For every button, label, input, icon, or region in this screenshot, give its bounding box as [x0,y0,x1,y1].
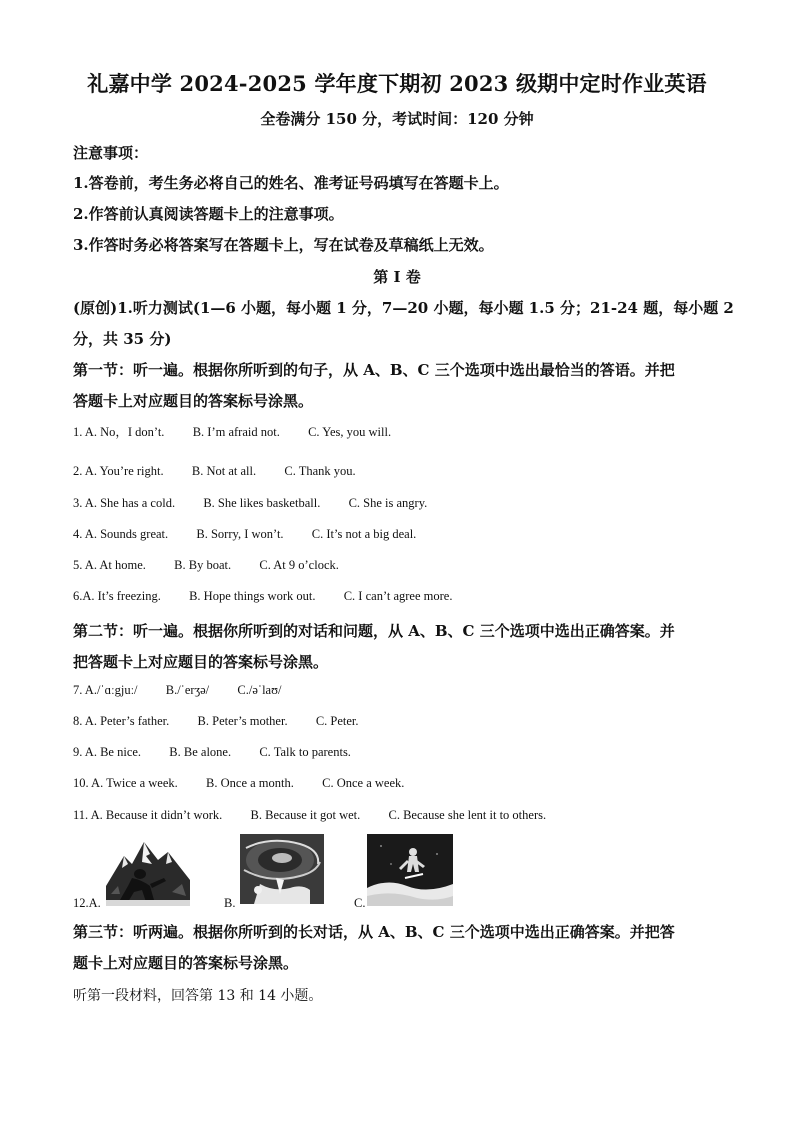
option-c: C. Once a week. [322,776,405,790]
question-row [73,776,404,791]
option-b: B. Sorry, I won’t. [196,527,284,541]
question-row [73,683,281,698]
section1-instructions-cont: 答题卡上对应题目的答案标号涂黑。 [73,392,314,410]
option-b: B. I’m afraid not. [192,425,280,439]
option-a: 5. A. At home. [73,558,146,572]
section2-instructions-cont: 把答题卡上对应题目的答案标号涂黑。 [73,653,329,671]
question-row [73,745,351,760]
material-note: 听第一段材料，回答第 13 和 14 小题。 [73,988,323,1004]
note-item: 2.作答前认真阅读答题卡上的注意事项。 [73,205,344,223]
climber-image [106,834,190,906]
option-b: B./ˈerʒə/ [165,683,210,697]
question-row [73,464,356,479]
notes-heading: 注意事项： [73,144,149,162]
option-c: C. At 9 o’clock. [259,558,339,572]
listening-intro-cont: 分，共 35 分) [73,330,172,348]
option-a: 2. A. You’re right. [73,464,164,478]
question-row [73,558,339,573]
option-b: B. Peter’s mother. [197,714,288,728]
option-a: 11. A. Because it didn’t work. [73,808,223,822]
section1-instructions: 第一节：听一遍。根据你所听到的句子，从 A、B、C 三个选项中选出最恰当的答语。并把 [73,361,675,379]
question-row [73,496,427,511]
q12-label-c: C. [354,896,366,910]
skier-image [367,834,453,906]
option-c: C. Talk to parents. [259,745,351,759]
note-item: 3.作答时务必将答案写在答题卡上，写在试卷及草稿纸上无效。 [73,236,494,254]
listening-intro: (原创)1.听力测试(1—6 小题，每小题 1 分，7—20 小题，每小题 1.5 分；21-24 题，每小题 2 [73,299,734,317]
q12-label-b: B. [224,896,236,910]
question-row [73,422,391,440]
q12-label-a: 12.A. [73,896,101,910]
option-b: B. Because it got wet. [250,808,361,822]
option-a: 6.A. It’s freezing. [73,589,161,603]
question-row [73,714,359,729]
option-a: 3. A. She has a cold. [73,496,176,510]
option-c: C. She is angry. [348,496,428,510]
option-c: C./əˈlaʊ/ [237,683,282,697]
option-a: 9. A. Be nice. [73,745,142,759]
option-b: B. Not at all. [191,464,257,478]
option-c: C. Yes, you will. [308,425,392,439]
option-c: C. Because she lent it to others. [388,808,547,822]
option-c: C. Thank you. [284,464,356,478]
option-b: B. Once a month. [206,776,294,790]
option-a: 8. A. Peter’s father. [73,714,170,728]
section2-instructions: 第二节：听一遍。根据你所听到的对话和问题，从 A、B、C 三个选项中选出正确答案。并 [73,622,675,640]
question-row [73,808,546,823]
note-item: 1.答卷前，考生务必将自己的姓名、准考证号码填写在答题卡上。 [73,174,509,192]
section3-instructions: 第三节：听两遍。根据你所听到的长对话，从 A、B、C 三个选项中选出正确答案。并把答 [73,923,675,941]
option-a: 7. A./ˈɑːgjuː/ [73,683,138,697]
exam-info: 全卷满分 150 分，考试时间：120 分钟 [260,110,534,128]
option-b: B. Hope things work out. [189,589,316,603]
option-b: B. Be alone. [169,745,232,759]
option-c: C. It’s not a big deal. [311,527,417,541]
section3-instructions-cont: 题卡上对应题目的答案标号涂黑。 [73,954,299,972]
option-b: B. She likes basketball. [203,496,321,510]
question-row [73,589,452,604]
option-a: 10. A. Twice a week. [73,776,178,790]
option-c: C. I can’t agree more. [343,589,453,603]
question-row [73,527,416,542]
volume-heading: 第 I 卷 [373,268,421,286]
option-a: 4. A. Sounds great. [73,527,169,541]
option-c: C. Peter. [315,714,359,728]
storm-image [240,834,324,904]
option-b: B. By boat. [174,558,232,572]
page-title: 礼嘉中学 2024-2025 学年度下期初 2023 级期中定时作业英语 [87,71,707,96]
option-a: 1. A. No，I don’t. [73,425,165,439]
